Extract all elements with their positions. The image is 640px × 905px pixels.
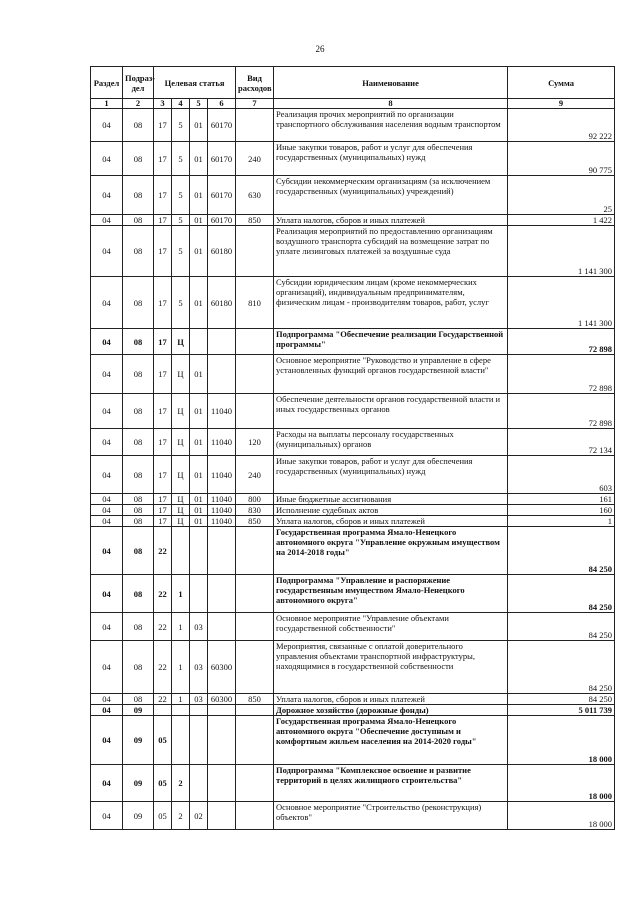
table-row	[91, 802, 615, 830]
name-cell: Основное мероприятие "Управление объектами государственной собственности"	[274, 613, 508, 641]
name-cell: Субсидии юридическим лицам (кроме некоммерческих организаций), индивидуальным предпринимателям, физическим лицам - производителям товаров, работ, услуг	[274, 277, 508, 329]
target-a-cell: 05	[154, 802, 172, 830]
target-b-cell: 5	[172, 176, 190, 215]
target-d-cell: 60170	[208, 109, 236, 142]
target-c-cell: 01	[190, 494, 208, 505]
expense-type-cell	[236, 226, 274, 277]
header-target-article: Целевая статья	[154, 67, 236, 99]
target-d-cell: 11040	[208, 456, 236, 494]
podrazdel-cell: 09	[123, 802, 154, 830]
name-cell: Дорожное хозяйство (дорожные фонды)	[274, 705, 508, 716]
sum-cell: 84 250	[508, 694, 615, 705]
table-row	[91, 641, 615, 694]
podrazdel-cell: 08	[123, 575, 154, 613]
target-b-cell: 2	[172, 802, 190, 830]
target-b-cell	[172, 705, 190, 716]
table-row	[91, 694, 615, 705]
target-b-cell: 1	[172, 694, 190, 705]
expense-type-cell: 810	[236, 277, 274, 329]
sum-cell: 5 011 739	[508, 705, 615, 716]
target-d-cell: 60180	[208, 226, 236, 277]
target-a-cell: 17	[154, 355, 172, 394]
name-cell: Расходы на выплаты персоналу государственных (муниципальных) органов	[274, 429, 508, 456]
sum-cell: 1	[508, 516, 615, 527]
podrazdel-cell: 08	[123, 527, 154, 575]
table-row	[91, 575, 615, 613]
podrazdel-cell: 08	[123, 429, 154, 456]
col-num: 3	[154, 99, 172, 109]
sum-cell: 84 250	[508, 613, 615, 641]
table-row	[91, 716, 615, 765]
sum-cell: 72 898	[508, 355, 615, 394]
col-num: 4	[172, 99, 190, 109]
razdel-cell: 04	[91, 394, 123, 429]
column-number-row	[91, 99, 615, 109]
target-d-cell	[208, 527, 236, 575]
expense-type-cell: 240	[236, 142, 274, 176]
razdel-cell: 04	[91, 575, 123, 613]
target-c-cell	[190, 765, 208, 802]
expense-type-cell	[236, 394, 274, 429]
target-d-cell	[208, 716, 236, 765]
target-b-cell	[172, 527, 190, 575]
name-cell: Государственная программа Ямало-Ненецкого автономного округа "Управление окружным имуществом на 2014-2018 годы"	[274, 527, 508, 575]
name-cell: Обеспечение деятельности органов государственной власти и иных государственных органов	[274, 394, 508, 429]
target-a-cell: 17	[154, 142, 172, 176]
target-c-cell: 02	[190, 802, 208, 830]
sum-cell: 90 775	[508, 142, 615, 176]
target-b-cell	[172, 716, 190, 765]
table-row	[91, 277, 615, 329]
table-row	[91, 226, 615, 277]
target-a-cell: 22	[154, 641, 172, 694]
target-d-cell	[208, 765, 236, 802]
table-row	[91, 494, 615, 505]
target-c-cell: 01	[190, 109, 208, 142]
podrazdel-cell: 08	[123, 394, 154, 429]
razdel-cell: 04	[91, 226, 123, 277]
col-num: 5	[190, 99, 208, 109]
razdel-cell: 04	[91, 494, 123, 505]
sum-cell: 84 250	[508, 641, 615, 694]
target-c-cell	[190, 527, 208, 575]
podrazdel-cell: 08	[123, 516, 154, 527]
podrazdel-cell: 08	[123, 494, 154, 505]
table-row	[91, 176, 615, 215]
name-cell: Подпрограмма "Комплексное освоение и развитие территорий в целях жилищного строительства"	[274, 765, 508, 802]
expense-type-cell: 850	[236, 516, 274, 527]
table-row	[91, 394, 615, 429]
col-num: 6	[208, 99, 236, 109]
expense-type-cell: 240	[236, 456, 274, 494]
expense-type-cell: 800	[236, 494, 274, 505]
podrazdel-cell: 09	[123, 705, 154, 716]
name-cell: Подпрограмма "Управление и распоряжение государственным имуществом Ямало-Ненецкого автономного округа"	[274, 575, 508, 613]
target-a-cell: 17	[154, 429, 172, 456]
table-row	[91, 429, 615, 456]
table-row	[91, 527, 615, 575]
name-cell: Мероприятия, связанные с оплатой доверительного управления объектами транспортной инфраструктуры, находящимися в государственной собственности	[274, 641, 508, 694]
podrazdel-cell: 08	[123, 456, 154, 494]
target-c-cell: 01	[190, 176, 208, 215]
razdel-cell: 04	[91, 329, 123, 355]
expense-type-cell: 850	[236, 215, 274, 226]
sum-cell: 72 134	[508, 429, 615, 456]
podrazdel-cell: 08	[123, 641, 154, 694]
table-row	[91, 109, 615, 142]
col-num: 1	[91, 99, 123, 109]
expense-type-cell	[236, 355, 274, 394]
target-a-cell: 17	[154, 516, 172, 527]
sum-cell: 84 250	[508, 527, 615, 575]
razdel-cell: 04	[91, 355, 123, 394]
podrazdel-cell: 09	[123, 765, 154, 802]
target-d-cell: 60300	[208, 641, 236, 694]
target-a-cell: 17	[154, 277, 172, 329]
table-row	[91, 613, 615, 641]
razdel-cell: 04	[91, 429, 123, 456]
target-a-cell: 05	[154, 765, 172, 802]
target-c-cell: 03	[190, 613, 208, 641]
col-num: 8	[274, 99, 508, 109]
target-a-cell: 22	[154, 694, 172, 705]
target-b-cell: Ц	[172, 505, 190, 516]
expense-type-cell: 630	[236, 176, 274, 215]
razdel-cell: 04	[91, 277, 123, 329]
name-cell: Иные закупки товаров, работ и услуг для обеспечения государственных (муниципальных) нужд	[274, 142, 508, 176]
table-row	[91, 456, 615, 494]
target-d-cell: 11040	[208, 494, 236, 505]
target-c-cell: 03	[190, 641, 208, 694]
target-b-cell: Ц	[172, 494, 190, 505]
target-d-cell: 60170	[208, 215, 236, 226]
table-header-row	[91, 67, 615, 99]
name-cell: Государственная программа Ямало-Ненецкого автономного округа "Обеспечение доступным и комфортным жильем населения на 2014-2020 годы"	[274, 716, 508, 765]
target-b-cell: Ц	[172, 429, 190, 456]
target-b-cell: Ц	[172, 516, 190, 527]
sum-cell: 1 422	[508, 215, 615, 226]
target-d-cell	[208, 802, 236, 830]
target-d-cell	[208, 575, 236, 613]
target-c-cell: 01	[190, 394, 208, 429]
podrazdel-cell: 08	[123, 329, 154, 355]
name-cell: Субсидии некоммерческим организациям (за исключением государственных (муниципальных) учреждений)	[274, 176, 508, 215]
name-cell: Реализация мероприятий по предоставлению организациям воздушного транспорта субсидий на возмещение затрат по уплате лизинговых платежей за воздушные суда	[274, 226, 508, 277]
expense-type-cell	[236, 716, 274, 765]
name-cell: Уплата налогов, сборов и иных платежей	[274, 215, 508, 226]
podrazdel-cell: 08	[123, 613, 154, 641]
razdel-cell: 04	[91, 527, 123, 575]
col-num: 9	[508, 99, 615, 109]
target-b-cell: 5	[172, 277, 190, 329]
col-num: 2	[123, 99, 154, 109]
target-b-cell: 5	[172, 109, 190, 142]
target-d-cell	[208, 329, 236, 355]
razdel-cell: 04	[91, 505, 123, 516]
target-d-cell	[208, 705, 236, 716]
target-a-cell: 17	[154, 109, 172, 142]
razdel-cell: 04	[91, 176, 123, 215]
expense-type-cell	[236, 705, 274, 716]
target-d-cell: 60170	[208, 142, 236, 176]
target-d-cell: 60170	[208, 176, 236, 215]
razdel-cell: 04	[91, 456, 123, 494]
name-cell: Иные бюджетные ассигнования	[274, 494, 508, 505]
target-d-cell: 60300	[208, 694, 236, 705]
expense-type-cell	[236, 641, 274, 694]
razdel-cell: 04	[91, 142, 123, 176]
target-a-cell: 22	[154, 613, 172, 641]
table-row	[91, 142, 615, 176]
name-cell: Реализация прочих мероприятий по организации транспортного обслуживания населения водным транспортом	[274, 109, 508, 142]
podrazdel-cell: 08	[123, 226, 154, 277]
sum-cell: 72 898	[508, 394, 615, 429]
target-c-cell: 01	[190, 429, 208, 456]
razdel-cell: 04	[91, 716, 123, 765]
name-cell: Исполнение судебных актов	[274, 505, 508, 516]
target-c-cell: 01	[190, 215, 208, 226]
target-b-cell: Ц	[172, 456, 190, 494]
sum-cell: 603	[508, 456, 615, 494]
page-number: 26	[315, 44, 325, 54]
target-c-cell: 01	[190, 226, 208, 277]
target-d-cell	[208, 613, 236, 641]
razdel-cell: 04	[91, 109, 123, 142]
sum-cell: 84 250	[508, 575, 615, 613]
target-a-cell: 17	[154, 494, 172, 505]
target-a-cell: 17	[154, 394, 172, 429]
podrazdel-cell: 09	[123, 716, 154, 765]
podrazdel-cell: 08	[123, 505, 154, 516]
target-b-cell: 1	[172, 613, 190, 641]
table-row	[91, 355, 615, 394]
sum-cell: 1 141 300	[508, 277, 615, 329]
target-c-cell: 03	[190, 694, 208, 705]
target-d-cell: 11040	[208, 429, 236, 456]
target-c-cell: 01	[190, 277, 208, 329]
target-a-cell	[154, 705, 172, 716]
target-c-cell	[190, 705, 208, 716]
razdel-cell: 04	[91, 705, 123, 716]
podrazdel-cell: 08	[123, 109, 154, 142]
budget-table	[90, 66, 615, 830]
name-cell: Подпрограмма "Обеспечение реализации Государственной программы"	[274, 329, 508, 355]
podrazdel-cell: 08	[123, 277, 154, 329]
target-d-cell: 11040	[208, 505, 236, 516]
target-d-cell: 11040	[208, 516, 236, 527]
target-a-cell: 17	[154, 176, 172, 215]
target-d-cell	[208, 355, 236, 394]
table-row	[91, 516, 615, 527]
target-b-cell: 5	[172, 226, 190, 277]
target-c-cell: 01	[190, 142, 208, 176]
expense-type-cell	[236, 613, 274, 641]
target-d-cell: 60180	[208, 277, 236, 329]
table-row	[91, 215, 615, 226]
sum-cell: 18 000	[508, 802, 615, 830]
razdel-cell: 04	[91, 802, 123, 830]
razdel-cell: 04	[91, 613, 123, 641]
target-c-cell: 01	[190, 355, 208, 394]
expense-type-cell	[236, 575, 274, 613]
target-b-cell: 1	[172, 641, 190, 694]
header-expense-type: Вид расходов	[236, 67, 274, 99]
target-b-cell: Ц	[172, 394, 190, 429]
sum-cell: 161	[508, 494, 615, 505]
target-c-cell: 01	[190, 456, 208, 494]
target-a-cell: 22	[154, 527, 172, 575]
name-cell: Основное мероприятие "Строительство (реконструкция) объектов"	[274, 802, 508, 830]
table-row	[91, 765, 615, 802]
sum-cell: 25	[508, 176, 615, 215]
expense-type-cell: 120	[236, 429, 274, 456]
header-podrazdel: Подраз-дел	[123, 67, 154, 99]
target-c-cell	[190, 329, 208, 355]
target-b-cell: Ц	[172, 329, 190, 355]
razdel-cell: 04	[91, 694, 123, 705]
podrazdel-cell: 08	[123, 694, 154, 705]
target-b-cell: Ц	[172, 355, 190, 394]
target-d-cell: 11040	[208, 394, 236, 429]
target-b-cell: 5	[172, 215, 190, 226]
expense-type-cell	[236, 802, 274, 830]
target-b-cell: 1	[172, 575, 190, 613]
target-c-cell: 01	[190, 505, 208, 516]
target-a-cell: 17	[154, 226, 172, 277]
name-cell: Уплата налогов, сборов и иных платежей	[274, 516, 508, 527]
expense-type-cell	[236, 329, 274, 355]
target-a-cell: 17	[154, 505, 172, 516]
sum-cell: 92 222	[508, 109, 615, 142]
target-a-cell: 05	[154, 716, 172, 765]
target-a-cell: 17	[154, 329, 172, 355]
table-row	[91, 705, 615, 716]
sum-cell: 160	[508, 505, 615, 516]
podrazdel-cell: 08	[123, 215, 154, 226]
target-c-cell	[190, 716, 208, 765]
header-name: Наименование	[274, 67, 508, 99]
target-c-cell: 01	[190, 516, 208, 527]
razdel-cell: 04	[91, 641, 123, 694]
target-a-cell: 17	[154, 456, 172, 494]
target-b-cell: 5	[172, 142, 190, 176]
expense-type-cell	[236, 527, 274, 575]
razdel-cell: 04	[91, 215, 123, 226]
sum-cell: 18 000	[508, 716, 615, 765]
header-sum: Сумма	[508, 67, 615, 99]
expense-type-cell	[236, 765, 274, 802]
header-razdel: Раздел	[91, 67, 123, 99]
razdel-cell: 04	[91, 516, 123, 527]
target-b-cell: 2	[172, 765, 190, 802]
podrazdel-cell: 08	[123, 176, 154, 215]
table-row	[91, 505, 615, 516]
target-a-cell: 17	[154, 215, 172, 226]
expense-type-cell: 830	[236, 505, 274, 516]
sum-cell: 18 000	[508, 765, 615, 802]
target-c-cell	[190, 575, 208, 613]
podrazdel-cell: 08	[123, 355, 154, 394]
table-row	[91, 329, 615, 355]
expense-type-cell	[236, 109, 274, 142]
target-a-cell: 22	[154, 575, 172, 613]
name-cell: Уплата налогов, сборов и иных платежей	[274, 694, 508, 705]
name-cell: Основное мероприятие "Руководство и управление в сфере установленных функций органов государственной власти"	[274, 355, 508, 394]
name-cell: Иные закупки товаров, работ и услуг для обеспечения государственных (муниципальных) нужд	[274, 456, 508, 494]
sum-cell: 1 141 300	[508, 226, 615, 277]
razdel-cell: 04	[91, 765, 123, 802]
col-num: 7	[236, 99, 274, 109]
expense-type-cell: 850	[236, 694, 274, 705]
sum-cell: 72 898	[508, 329, 615, 355]
podrazdel-cell: 08	[123, 142, 154, 176]
